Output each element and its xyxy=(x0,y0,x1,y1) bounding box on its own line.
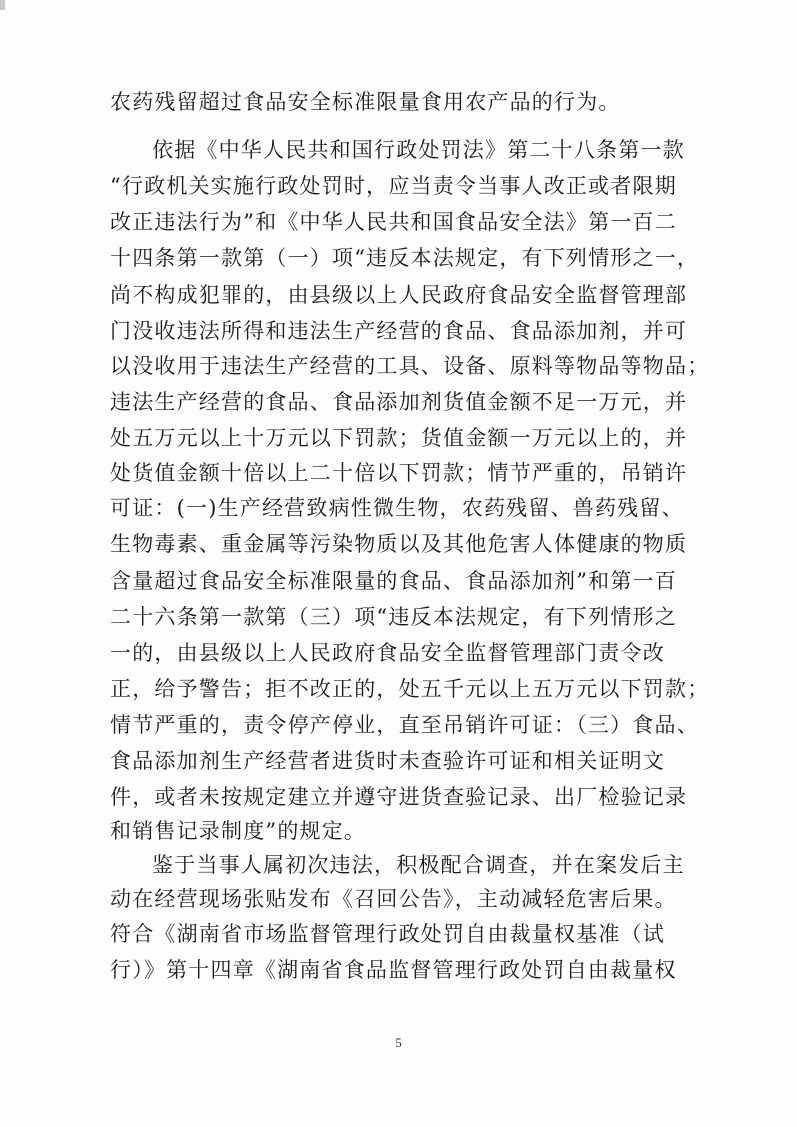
text-line: 一的，由县级以上人民政府食品安全监督管理部门责令改 xyxy=(110,641,665,665)
text-line: 处货值金额十倍以上二十倍以下罚款；情节严重的，吊销许 xyxy=(110,461,688,485)
text-line: 门没收违法所得和违法生产经营的食品、食品添加剂，并可 xyxy=(110,319,688,343)
text-line: 含量超过食品安全标准限量的食品、食品添加剂”和第一百 xyxy=(110,569,677,593)
text-line: 处五万元以上十万元以下罚款；货值金额一万元以上的，并 xyxy=(110,426,688,450)
text-line: 行）》第十四章《湖南省食品监督管理行政处罚自由裁量权 xyxy=(110,958,677,982)
text-line: 农药残留超过食品安全标准限量食用农产品的行为。 xyxy=(110,90,621,114)
text-line: 以没收用于违法生产经营的工具、设备、原料等物品等物品； xyxy=(110,354,710,378)
text-line: 违法生产经营的食品、食品添加剂货值金额不足一万元，并 xyxy=(110,390,688,414)
text-line: 食品添加剂生产经营者进货时未查验许可证和相关证明文 xyxy=(110,749,665,773)
text-line: “行政机关实施行政处罚时，应当责令当事人改正或者限期 xyxy=(110,174,677,198)
page-number: 5 xyxy=(395,1035,402,1050)
text-line: 十四条第一款第（一）项“违反本法规定，有下列情形之一， xyxy=(110,246,700,270)
scan-edge-mark xyxy=(0,0,5,10)
text-line: 符合《湖南省市场监督管理行政处罚自由裁量权基准（试 xyxy=(110,922,665,946)
text-line: 动在经营现场张贴发布《召回公告》，主动减轻危害后果。 xyxy=(110,887,677,911)
text-line: 依据《中华人民共和国行政处罚法》第二十八条第一款 xyxy=(152,138,685,162)
text-line: 改正违法行为”和《中华人民共和国食品安全法》第一百二 xyxy=(110,210,677,234)
text-line: 鉴于当事人属初次违法，积极配合调查，并在案发后主 xyxy=(152,853,685,877)
text-line: 正，给予警告；拒不改正的，处五千元以上五万元以下罚款； xyxy=(110,677,710,701)
text-line: 件，或者未按规定建立并遵守进货查验记录、出厂检验记录 xyxy=(110,785,688,809)
text-line: 尚不构成犯罪的，由县级以上人民政府食品安全监督管理部 xyxy=(110,283,688,307)
text-line: 可证：(一)生产经营致病性微生物，农药残留、兽药残留、 xyxy=(110,496,684,520)
text-line: 和销售记录制度”的规定。 xyxy=(110,819,367,843)
text-line: 生物毒素、重金属等污染物质以及其他危害人体健康的物质 xyxy=(110,532,688,556)
text-line: 二十六条第一款第（三）项“违反本法规定，有下列情形之 xyxy=(110,605,677,629)
text-line: 情节严重的，责令停产停业，直至吊销许可证：（三）食品、 xyxy=(110,713,699,737)
